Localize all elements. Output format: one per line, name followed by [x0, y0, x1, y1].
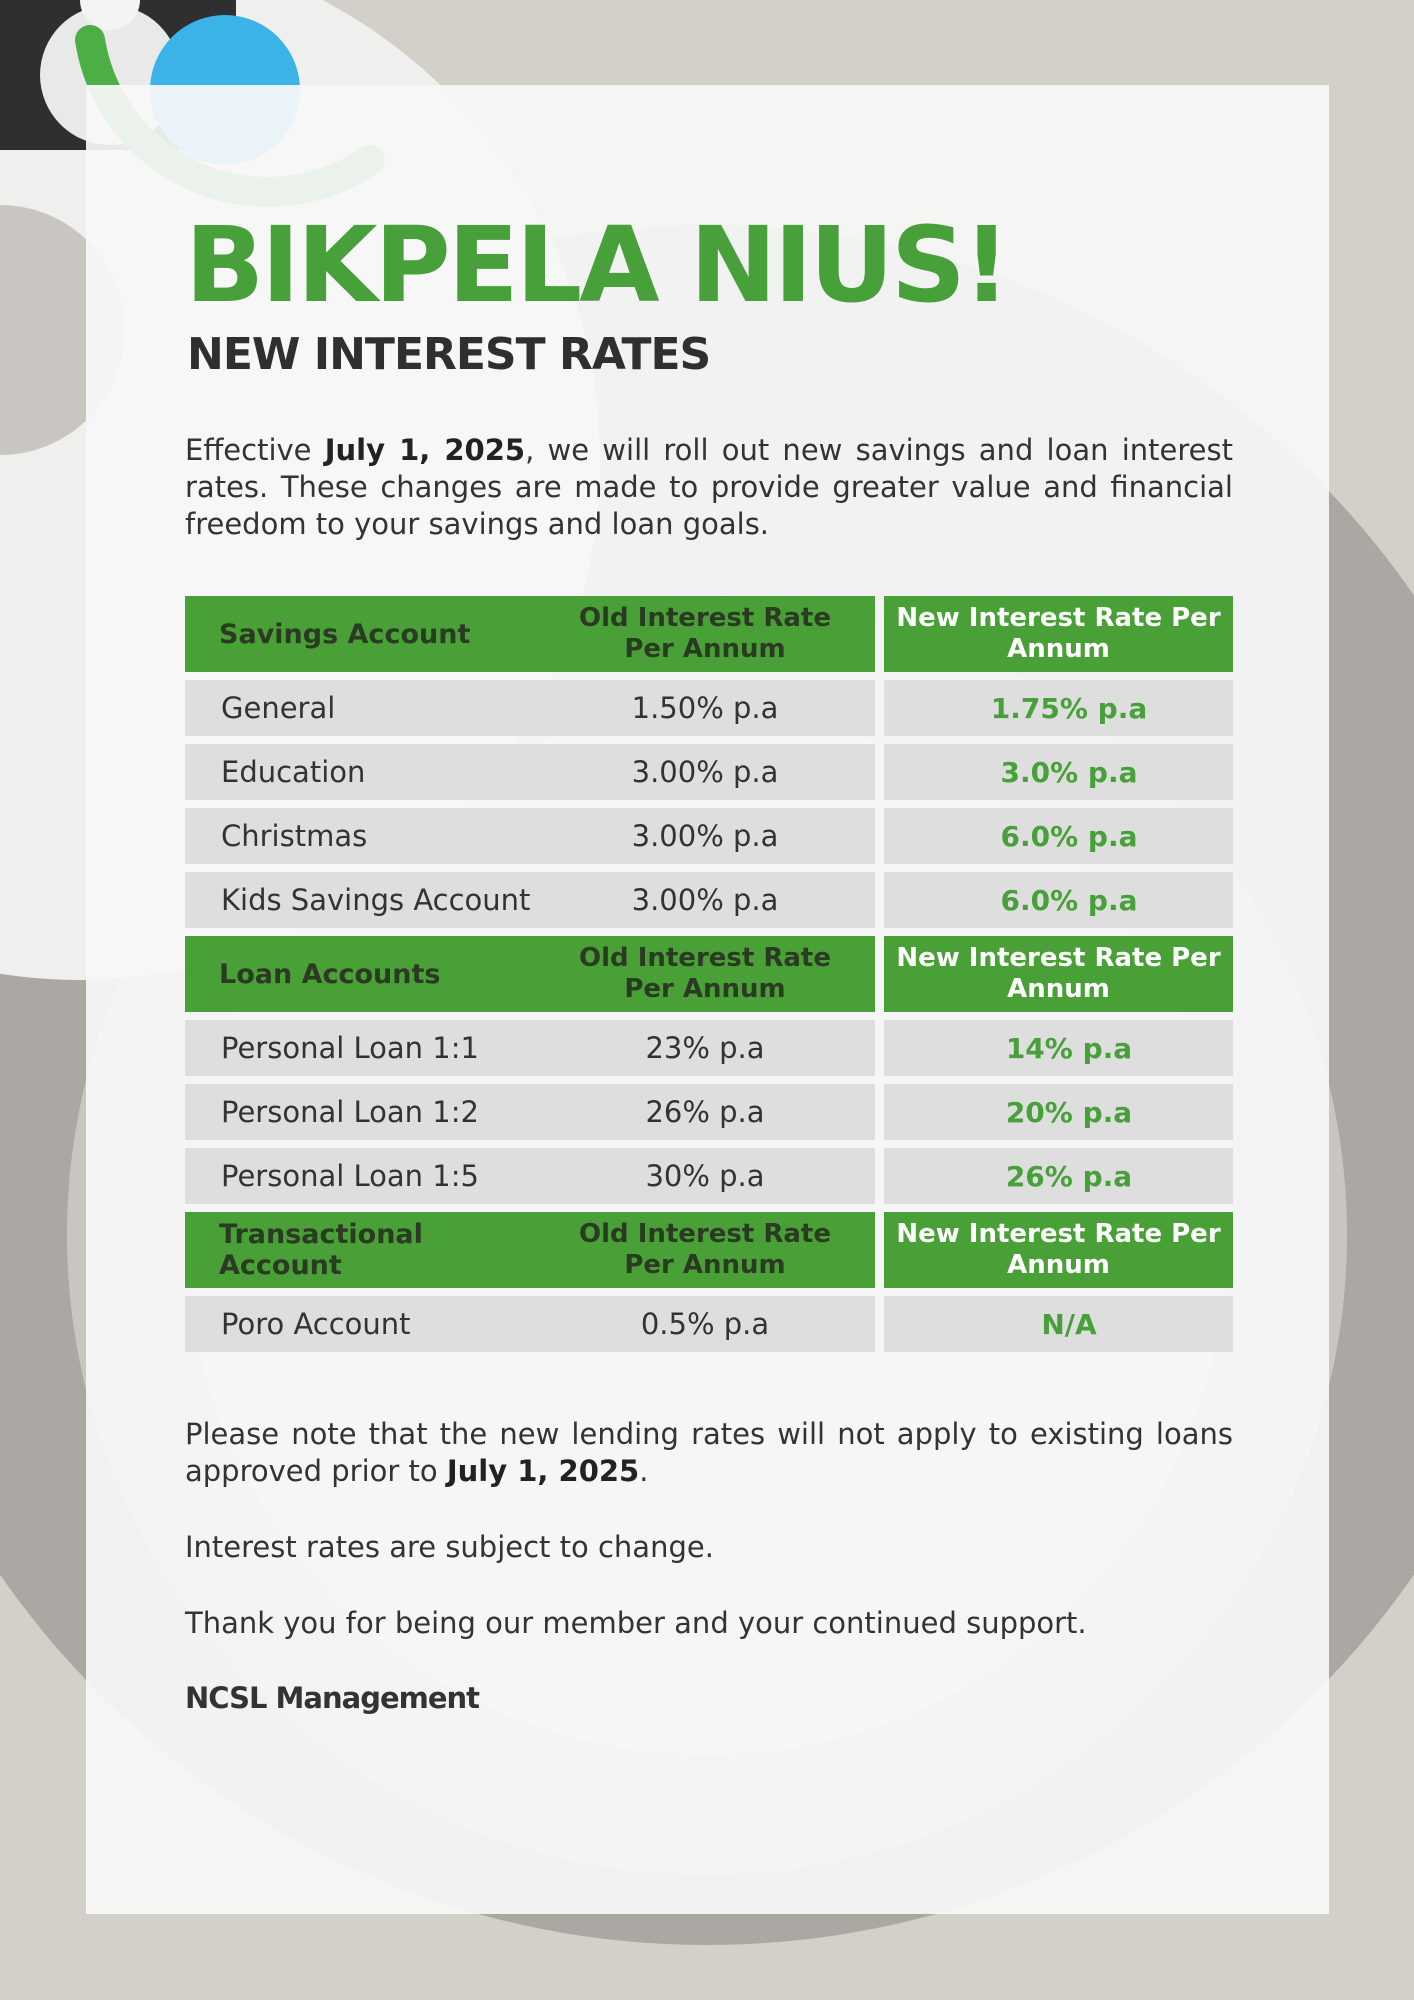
- note-subject-to-change: Interest rates are subject to change.: [185, 1530, 714, 1564]
- old-rate: 0.5% p.a: [640, 1307, 770, 1341]
- header-cell-left: [185, 596, 875, 672]
- loans-header-row: [185, 936, 1233, 1012]
- row-cell-left: [185, 680, 875, 736]
- account-name: Education: [221, 755, 366, 789]
- rates-table: [185, 596, 1233, 1360]
- subheadline: NEW INTEREST RATES: [187, 329, 711, 380]
- account-name: General: [221, 691, 336, 725]
- new-rate-header: New Interest Rate Per Annum: [896, 603, 1221, 664]
- row-cell-left: [185, 1084, 875, 1140]
- header-cell-right: [884, 1212, 1233, 1288]
- row-cell-right: [884, 1020, 1233, 1076]
- intro-before: Effective: [185, 433, 325, 467]
- headline: BIKPELA NIUS!: [185, 204, 1008, 326]
- row-cell-left: [185, 1296, 875, 1352]
- table-row: [185, 1020, 1233, 1076]
- header-cell-right: [884, 936, 1233, 1012]
- old-rate-header: Old Interest Rate Per Annum: [579, 603, 831, 664]
- table-row: [185, 1148, 1233, 1204]
- new-rate: 3.0% p.a: [1000, 755, 1138, 789]
- account-name: Christmas: [221, 819, 368, 853]
- old-rate: 3.00% p.a: [631, 755, 779, 789]
- transactional-header-row: [185, 1212, 1233, 1288]
- signature: NCSL Management: [185, 1681, 480, 1715]
- account-name: Personal Loan 1:1: [221, 1031, 479, 1065]
- old-rate: 23% p.a: [645, 1031, 765, 1065]
- intro-after: , we will roll out new savings and loan interest rates. These changes are made to provide greater value and financial freedom to your savings and loan goals.: [185, 433, 1233, 541]
- row-cell-right: [884, 1148, 1233, 1204]
- row-cell-right: [884, 1296, 1233, 1352]
- row-cell-right: [884, 744, 1233, 800]
- table-row: [185, 1084, 1233, 1140]
- category-label: Transactional Account: [219, 1219, 423, 1281]
- intro-paragraph: [185, 432, 1233, 543]
- new-rate: 20% p.a: [1005, 1095, 1133, 1129]
- table-row: [185, 1296, 1233, 1352]
- new-rate-header: New Interest Rate Per Annum: [896, 943, 1221, 1004]
- account-name: Personal Loan 1:2: [221, 1095, 479, 1129]
- row-cell-left: [185, 1148, 875, 1204]
- old-rate: 3.00% p.a: [631, 883, 779, 917]
- row-cell-right: [884, 680, 1233, 736]
- new-rate: N/A: [1041, 1307, 1097, 1341]
- old-rate: 26% p.a: [645, 1095, 765, 1129]
- row-cell-left: [185, 744, 875, 800]
- old-rate: 3.00% p.a: [631, 819, 779, 853]
- row-cell-left: [185, 872, 875, 928]
- row-cell-left: [185, 1020, 875, 1076]
- note-existing-loans: [185, 1416, 1233, 1490]
- row-cell-right: [884, 1084, 1233, 1140]
- header-cell-right: [884, 596, 1233, 672]
- new-rate: 1.75% p.a: [990, 691, 1148, 725]
- header-cell-left: [185, 936, 875, 1012]
- category-label: Loan Accounts: [219, 958, 441, 990]
- note-thank-you: Thank you for being our member and your continued support.: [185, 1606, 1087, 1640]
- account-name: Personal Loan 1:5: [221, 1159, 479, 1193]
- old-rate: 30% p.a: [645, 1159, 765, 1193]
- account-name: Poro Account: [221, 1307, 411, 1341]
- account-name: Kids Savings Account: [221, 883, 531, 917]
- old-rate-header: Old Interest Rate Per Annum: [579, 1219, 831, 1280]
- row-cell-right: [884, 872, 1233, 928]
- note1-date: July 1, 2025: [446, 1454, 640, 1488]
- old-rate-header: Old Interest Rate Per Annum: [579, 943, 831, 1004]
- new-rate: 6.0% p.a: [1000, 819, 1138, 853]
- row-cell-left: [185, 808, 875, 864]
- note1-before: Please note that the new lending rates will not apply to existing loans approved prior to: [185, 1417, 1233, 1488]
- new-rate: 26% p.a: [1005, 1159, 1133, 1193]
- effective-date: July 1, 2025: [324, 433, 526, 467]
- row-cell-right: [884, 808, 1233, 864]
- table-row: [185, 680, 1233, 736]
- old-rate: 1.50% p.a: [631, 691, 779, 725]
- header-cell-left: [185, 1212, 875, 1288]
- table-row: [185, 808, 1233, 864]
- table-row: [185, 872, 1233, 928]
- table-row: [185, 744, 1233, 800]
- new-rate-header: New Interest Rate Per Annum: [896, 1219, 1221, 1280]
- savings-header-row: [185, 596, 1233, 672]
- new-rate: 14% p.a: [1005, 1031, 1133, 1065]
- category-label: Savings Account: [219, 618, 471, 650]
- note1-after: .: [639, 1454, 649, 1488]
- new-rate: 6.0% p.a: [1000, 883, 1138, 917]
